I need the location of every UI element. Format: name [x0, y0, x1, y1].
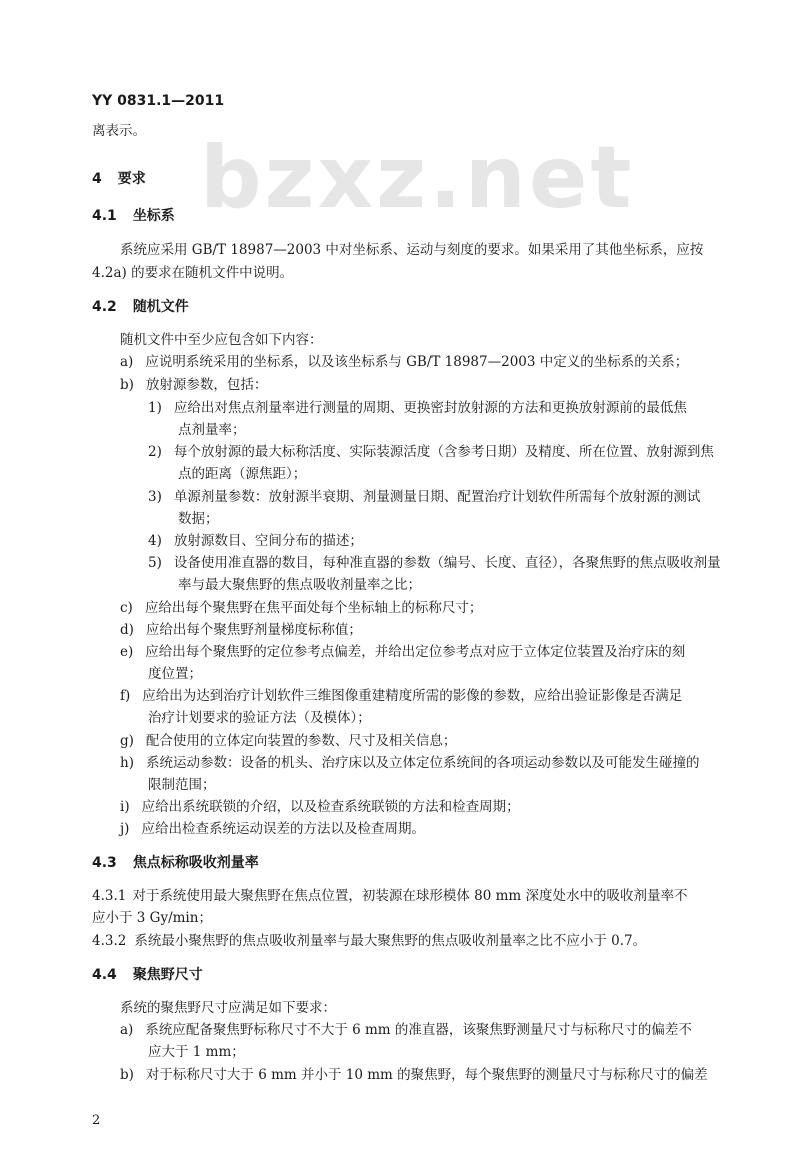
item-number: 4.1 [92, 208, 117, 224]
item-number: 2) [148, 444, 162, 460]
text-line [148, 1043, 245, 1061]
text-line [120, 241, 703, 259]
text-line [92, 264, 293, 282]
line-text: 应小于 3 Gy/min； [92, 910, 212, 926]
text-line [120, 687, 682, 705]
item-number: 1) [148, 400, 162, 416]
item-number: i) [120, 799, 130, 815]
text-line [120, 999, 336, 1017]
item-number: d) [120, 622, 134, 638]
line-text: 离表示。 [92, 123, 146, 139]
line-text: 随机文件 [132, 299, 189, 315]
item-number: 4.2 [92, 299, 117, 315]
text-line [148, 443, 714, 461]
line-text: 放射源参数，包括： [145, 377, 268, 393]
section-heading [92, 852, 259, 872]
line-text: 应给出对焦点剂量率进行测量的周期、更换密封放射源的方法和更换放射源前的最低焦 [173, 400, 687, 416]
line-text: 应大于 1 mm； [148, 1044, 245, 1060]
text-line [148, 709, 371, 727]
line-text: 聚焦野尺寸 [132, 967, 203, 983]
item-number: 4.3 [92, 855, 117, 871]
item-number: 4.3.2 [92, 933, 127, 949]
line-text: 数据； [178, 511, 219, 527]
line-text: 设备使用准直器的数目，每种准直器的参数（编号、长度、直径），各聚焦野的焦点吸收剂量 [173, 555, 721, 571]
line-text: 应给出每个聚焦野的定位参考点偏差，并给出定位参考点对应于立体定位装置及治疗床的刻 [145, 644, 686, 660]
line-text: 系统应配备聚焦野标称尺寸不大于 6 mm 的准直器，该聚焦野测量尺寸与标称尺寸的偏差不 [145, 1022, 692, 1038]
text-line [120, 376, 267, 394]
text-line [92, 122, 146, 140]
line-text: 应给出每个聚焦野剂量梯度标称值； [145, 622, 362, 638]
item-number: c) [120, 600, 133, 616]
line-text: 率与最大聚焦野的焦点吸收剂量率之比； [178, 577, 421, 593]
section-heading [92, 964, 203, 984]
line-text: 配合使用的立体定向装置的参数、尺寸及相关信息； [145, 733, 457, 749]
line-text: 每个放射源的最大标称活度、实际装源活度（含参考日期）及精度、所在位置、放射源到焦 [173, 444, 714, 460]
line-text: 限制范围； [148, 777, 216, 793]
line-text: 4.2a) 的要求在随机文件中说明。 [92, 265, 294, 281]
line-text: 应给出每个聚焦野在焦平面处每个坐标轴上的标称尺寸； [144, 600, 483, 616]
section-heading [92, 296, 189, 316]
line-text: 应给出检查系统运动误差的方法以及检查周期。 [141, 821, 425, 837]
item-number: e) [120, 644, 134, 660]
text-line [120, 331, 323, 349]
line-text: 系统应采用 GB/T 18987—2003 中对坐标系、运动与刻度的要求。如果采用了其他坐标系，应按 [120, 242, 704, 258]
item-number: a) [120, 1022, 134, 1038]
line-text: 焦点标称吸收剂量率 [132, 855, 259, 871]
line-text: 对于标称尺寸大于 6 mm 并小于 10 mm 的聚焦野，每个聚焦野的测量尺寸与标称尺寸的偏差 [145, 1067, 708, 1083]
item-number: 5) [148, 555, 162, 571]
item-number: 4.3.1 [92, 888, 127, 904]
text-line [92, 909, 212, 927]
text-line [178, 576, 421, 594]
line-text: 点剂量率； [178, 422, 246, 438]
standard-code: YY 0831.1—2011 [92, 93, 225, 109]
item-number: f) [120, 688, 131, 704]
item-number: 3) [148, 489, 162, 505]
text-line [148, 554, 721, 572]
text-line [148, 399, 687, 417]
text-line [120, 732, 456, 750]
item-number: a) [120, 354, 134, 370]
text-line [120, 798, 520, 816]
line-text: 治疗计划要求的验证方法（及模体）； [148, 710, 371, 726]
line-text: 系统最小聚焦野的焦点吸收剂量率与最大聚焦野的焦点吸收剂量率之比不应小于 0.7。 [134, 933, 647, 949]
text-line [120, 754, 699, 772]
line-text: 随机文件中至少应包含如下内容： [120, 332, 323, 348]
text-line [178, 421, 246, 439]
text-line [148, 665, 202, 683]
text-line [148, 532, 363, 550]
line-text: 系统的聚焦野尺寸应满足如下要求： [120, 1000, 336, 1016]
line-text: 点的距离（源焦距）； [178, 466, 307, 482]
item-number: 4 [92, 171, 102, 187]
text-line [178, 510, 219, 528]
line-text: 系统运动参数：设备的机头、治疗床以及立体定位系统间的各项运动参数以及可能发生碰撞的 [145, 755, 700, 771]
text-line [120, 621, 362, 639]
text-line [120, 820, 425, 838]
watermark-text: bzxz.net [200, 128, 635, 228]
item-number: b) [120, 1067, 134, 1083]
line-text: 对于系统使用最大聚焦野在焦点位置，初装源在球形模体 80 mm 深度处水中的吸收剂量率不 [132, 888, 688, 904]
line-text: 应给出系统联锁的介绍，以及检查系统联锁的方法和检查周期； [141, 799, 520, 815]
text-line [120, 643, 685, 661]
text-line [120, 1021, 692, 1039]
item-number: b) [120, 377, 134, 393]
item-number: h) [120, 755, 134, 771]
text-line [92, 932, 646, 950]
item-number: g) [120, 733, 134, 749]
line-text: 应给出为达到治疗计划软件三维图像重建精度所需的影像的参数，应给出验证影像是否满足 [142, 688, 683, 704]
text-line [120, 1066, 708, 1084]
text-line [148, 776, 216, 794]
text-line [148, 488, 700, 506]
line-text: 坐标系 [132, 208, 175, 224]
section-heading [92, 168, 146, 188]
line-text: 单源剂量参数：放射源半衰期、剂量测量日期、配置治疗计划软件所需每个放射源的测试 [173, 489, 701, 505]
text-line [120, 599, 482, 617]
item-number: j) [120, 821, 130, 837]
text-line [120, 353, 688, 371]
section-heading [92, 205, 175, 225]
text-line [92, 887, 688, 905]
item-number: 4) [148, 533, 162, 549]
line-text: 度位置； [148, 666, 202, 682]
line-text: 要求 [117, 171, 146, 187]
line-text: 应说明系统采用的坐标系，以及该坐标系与 GB/T 18987—2003 中定义的坐标系的关系； [145, 354, 689, 370]
text-line [178, 465, 306, 483]
line-text: 放射源数目、空间分布的描述； [173, 533, 363, 549]
page-number: 2 [92, 1113, 101, 1128]
item-number: 4.4 [92, 967, 117, 983]
